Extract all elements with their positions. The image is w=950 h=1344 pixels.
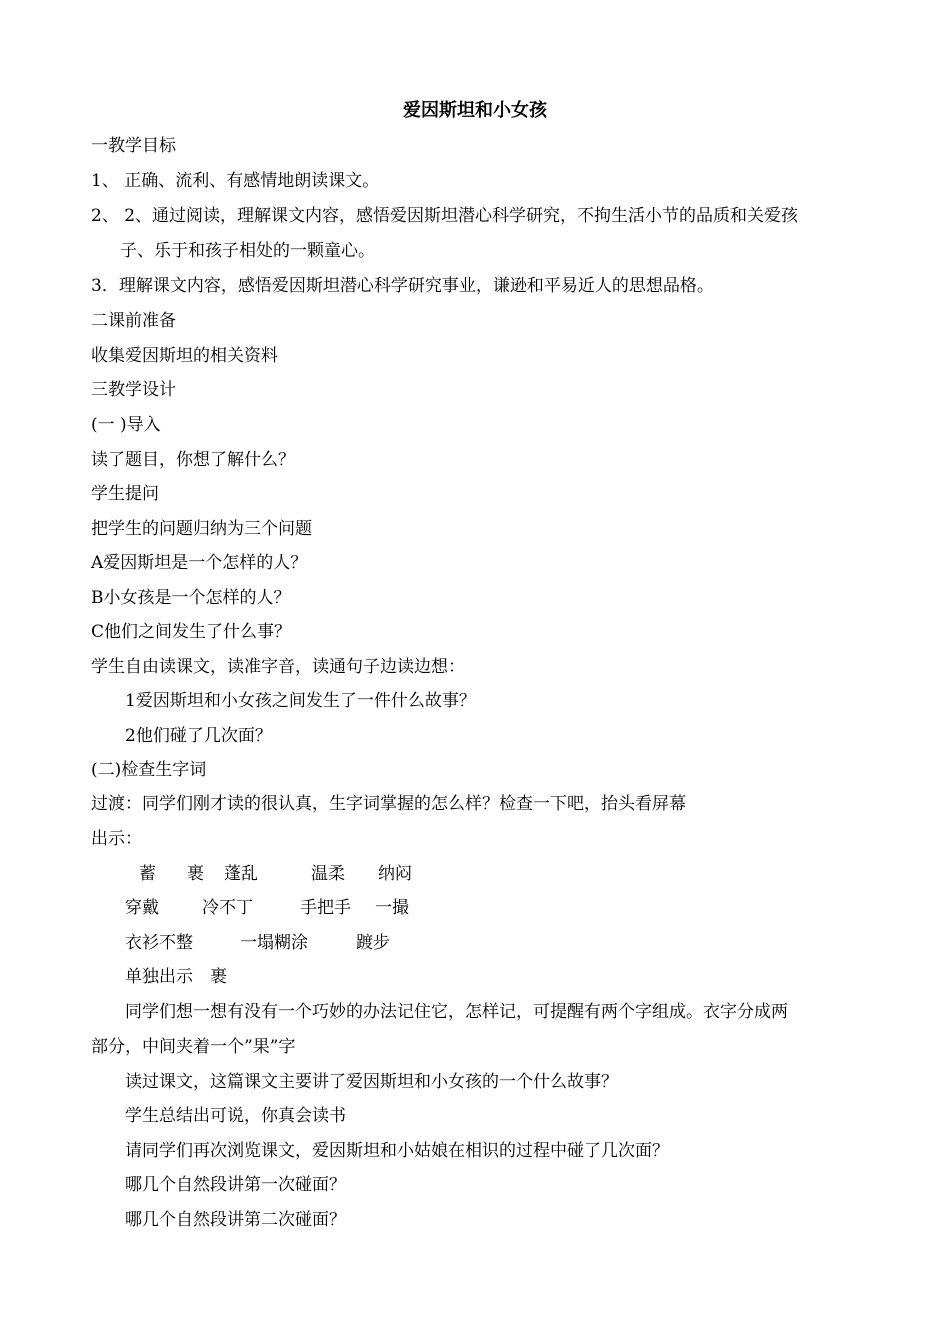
title-question: 读了题目，你想了解什么？ [91, 450, 295, 470]
story-question: 读过课文，这篇课文主要讲了爱因斯坦和小女孩的一个什么故事？ [125, 1072, 618, 1092]
word-item: 手把手 [300, 898, 351, 918]
word-item: 冷不丁 [202, 898, 253, 918]
praise: 学生总结出可说，你真会读书 [125, 1106, 346, 1126]
word-item: 温柔 [311, 864, 345, 884]
method-line2: 部分，中间夹着一个”果”字 [91, 1037, 296, 1057]
think-1: 1爱因斯坦和小女孩之间发生了一件什么故事？ [125, 691, 476, 711]
question-a: A爱因斯坦是一个怎样的人？ [91, 553, 308, 573]
word-item: 一塌糊涂 [240, 933, 308, 953]
free-read: 学生自由读课文，读准字音，读通句子边读边想： [91, 657, 465, 677]
part1-heading: (一 )导入 [91, 415, 161, 435]
single-show: 单独出示 裹 [125, 967, 227, 987]
word-item: 踱步 [356, 933, 390, 953]
prep-heading: 二课前准备 [91, 311, 176, 331]
prep-text: 收集爱因斯坦的相关资料 [91, 346, 278, 366]
second-meet-question: 哪几个自然段讲第二次碰面？ [125, 1210, 346, 1230]
transition: 过渡：同学们刚才读的很认真，生字词掌握的怎么样？检查一下吧，抬头看屏幕 [91, 794, 686, 814]
word-item: 穿戴 [125, 898, 159, 918]
design-heading: 三教学设计 [91, 380, 176, 400]
part2-heading: (二)检查生字词 [91, 760, 207, 780]
question-b: B小女孩是一个怎样的人？ [91, 588, 291, 608]
summarize-questions: 把学生的问题归纳为三个问题 [91, 519, 312, 539]
goals-heading: 一教学目标 [91, 136, 176, 156]
word-item: 一撮 [375, 898, 409, 918]
goal-2-line1: 2、 2、通过阅读，理解课文内容，感悟爱因斯坦潜心科学研究，不拘生活小节的品质和关爱孩 [91, 206, 799, 226]
think-2: 2他们碰了几次面？ [125, 726, 272, 746]
word-item: 蓄 [139, 864, 156, 884]
goal-2-line2: 子、乐于和孩子相处的一颗童心。 [120, 241, 375, 261]
goal-1: 1、 正确、流利、有感情地朗读课文。 [91, 171, 380, 191]
show-label: 出示： [91, 829, 142, 849]
first-meet-question: 哪几个自然段讲第一次碰面？ [125, 1175, 346, 1195]
word-item: 蓬乱 [224, 864, 258, 884]
method-line1: 同学们想一想有没有一个巧妙的办法记住它，怎样记，可提醒有两个字组成。衣字分成两 [125, 1002, 788, 1022]
goal-3: 3．理解课文内容，感悟爱因斯坦潜心科学研究事业，谦逊和平易近人的思想品格。 [91, 276, 714, 296]
word-item: 衣衫不整 [125, 933, 193, 953]
student-ask: 学生提问 [91, 484, 159, 504]
page-title: 爱因斯坦和小女孩 [403, 100, 547, 121]
browse-question: 请同学们再次浏览课文，爱因斯坦和小姑娘在相识的过程中碰了几次面？ [125, 1141, 669, 1161]
question-c: C他们之间发生了什么事？ [91, 622, 292, 642]
word-item: 纳闷 [378, 864, 412, 884]
word-item: 裹 [187, 864, 204, 884]
